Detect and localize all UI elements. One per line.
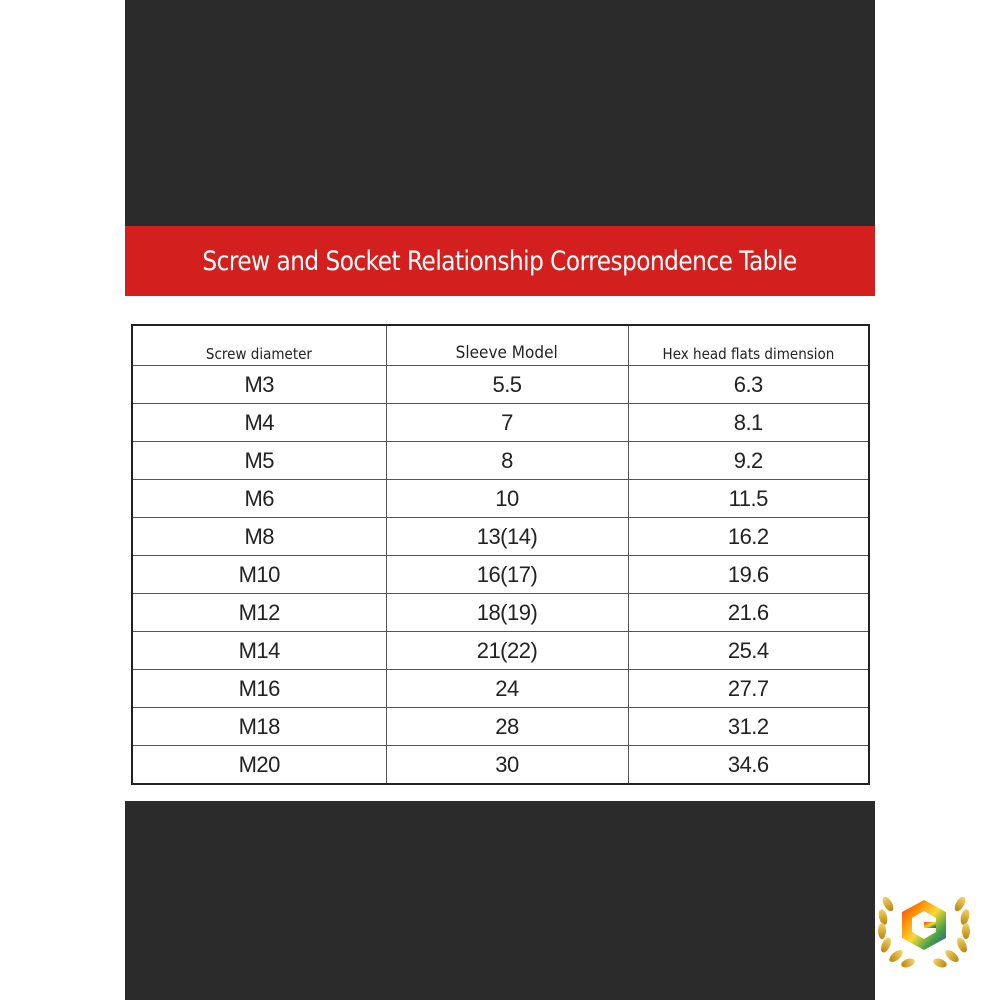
cell-screw-diameter: M14	[132, 632, 386, 670]
cell-hex-flats: 16.2	[628, 518, 869, 556]
cell-screw-diameter: M6	[132, 480, 386, 518]
cell-screw-diameter: M8	[132, 518, 386, 556]
cell-screw-diameter: M18	[132, 708, 386, 746]
cell-screw-diameter: M5	[132, 442, 386, 480]
cell-hex-flats: 27.7	[628, 670, 869, 708]
laurel-badge-svg	[874, 884, 974, 974]
table-container	[131, 324, 868, 780]
cell-hex-flats: 21.6	[628, 594, 869, 632]
cell-hex-flats: 25.4	[628, 632, 869, 670]
cell-hex-flats: 9.2	[628, 442, 869, 480]
cell-sleeve-model: 24	[386, 670, 628, 708]
cell-hex-flats: 31.2	[628, 708, 869, 746]
cell-sleeve-model: 28	[386, 708, 628, 746]
cell-screw-diameter: M12	[132, 594, 386, 632]
table-row	[132, 518, 869, 556]
table-row	[132, 746, 869, 785]
cell-sleeve-model: 5.5	[386, 366, 628, 404]
screw-socket-table	[131, 324, 870, 785]
table-row	[132, 670, 869, 708]
table-row	[132, 632, 869, 670]
table-title: Screw and Socket Relationship Correspondence Table	[202, 245, 798, 277]
cell-hex-flats: 19.6	[628, 556, 869, 594]
top-dark-panel	[125, 0, 875, 226]
cell-hex-flats: 8.1	[628, 404, 869, 442]
cell-screw-diameter: M3	[132, 366, 386, 404]
header-sleeve-model: Sleeve Model	[386, 325, 628, 366]
cell-sleeve-model: 13(14)	[386, 518, 628, 556]
table-row	[132, 442, 869, 480]
cell-hex-flats: 34.6	[628, 746, 869, 785]
cell-sleeve-model: 10	[386, 480, 628, 518]
table-row	[132, 480, 869, 518]
table-row	[132, 594, 869, 632]
table-row	[132, 556, 869, 594]
cell-sleeve-model: 18(19)	[386, 594, 628, 632]
table-row	[132, 708, 869, 746]
cell-hex-flats: 11.5	[628, 480, 869, 518]
cell-screw-diameter: M10	[132, 556, 386, 594]
cell-sleeve-model: 7	[386, 404, 628, 442]
cell-sleeve-model: 21(22)	[386, 632, 628, 670]
cell-sleeve-model: 30	[386, 746, 628, 785]
product-card	[125, 0, 875, 1000]
cell-screw-diameter: M4	[132, 404, 386, 442]
cell-sleeve-model: 8	[386, 442, 628, 480]
laurel-badge-icon	[874, 884, 974, 974]
cell-screw-diameter: M20	[132, 746, 386, 785]
header-screw-diameter: Screw diameter	[132, 325, 386, 366]
cell-screw-diameter: M16	[132, 670, 386, 708]
header-hex-head-flats: Hex head flats dimension	[628, 325, 869, 366]
bottom-dark-panel	[125, 801, 875, 1000]
table-header-row	[132, 325, 869, 366]
table-row	[132, 404, 869, 442]
cell-sleeve-model: 16(17)	[386, 556, 628, 594]
cell-hex-flats: 6.3	[628, 366, 869, 404]
table-row	[132, 366, 869, 404]
title-banner	[125, 226, 875, 296]
